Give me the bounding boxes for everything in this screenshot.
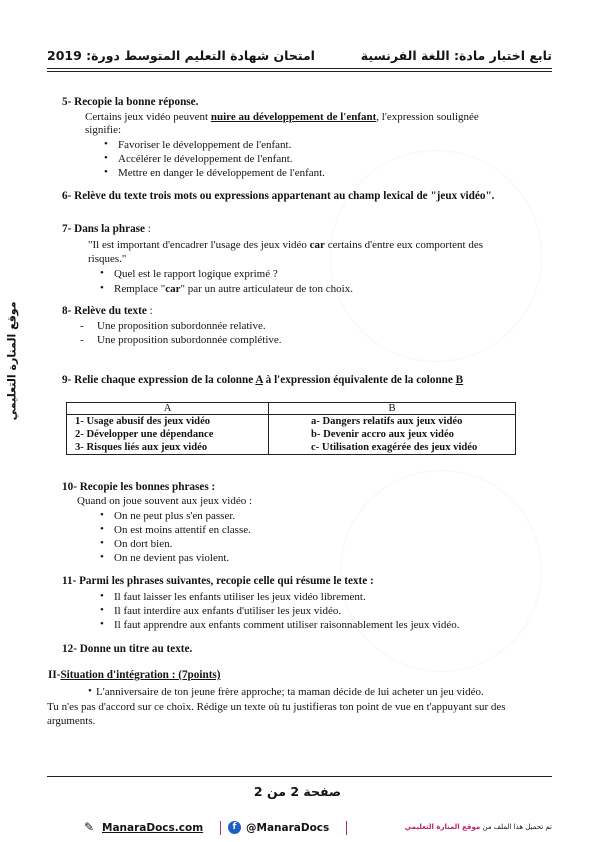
page-number: صفحة 2 من 2: [253, 784, 342, 799]
header-rule-thin: [47, 71, 552, 72]
q5-line2: signifie:: [85, 124, 122, 136]
q7-option: • Remplace "car" par un autre articulateur de ton choix.: [114, 283, 353, 295]
matching-table: [66, 402, 516, 455]
column-b-header: B: [269, 403, 516, 415]
q11-option: • Il faut laisser les enfants utiliser les jeux vidéo librement.: [114, 591, 366, 603]
footer-site: ManaraDocs.com: [102, 822, 204, 834]
q7-quote-line2: risques.": [88, 253, 127, 265]
divider: [346, 821, 347, 835]
q5-line1: Certains jeux vidéo peuvent nuire au développement de l'enfant, l'expression soulignée: [85, 111, 479, 123]
q6-title: 6- Relève du texte trois mots ou expressions appartenant au champ lexical de "jeux vidéo".: [62, 190, 495, 202]
q9-title: 9- Relie chaque expression de la colonne A à l'expression équivalente de la colonne B: [62, 374, 464, 386]
underlined-expression: nuire au développement de l'enfant: [210, 111, 377, 123]
q10-option: • On ne peut plus s'en passer.: [114, 510, 235, 522]
column-a-cell: 1- Usage abusif des jeux vidéo 2- Développer une dépendance 3- Risques liés aux jeux vidéo: [67, 415, 269, 455]
table-row: [67, 415, 516, 455]
q10-intro: Quand on joue souvent aux jeux vidéo :: [77, 495, 253, 507]
header-rule: [47, 68, 552, 69]
column-a-header: A: [67, 403, 269, 415]
q10-option: • On dort bien.: [114, 538, 172, 550]
q7-title: 7- Dans la phrase :: [62, 223, 151, 235]
q5-title: 5- Recopie la bonne réponse.: [62, 96, 199, 108]
integration-title: II-Situation d'intégration : (7points): [48, 669, 221, 681]
q11-title: 11- Parmi les phrases suivantes, recopie celle qui résume le texte :: [62, 575, 374, 587]
pen-icon: ✎: [84, 820, 95, 834]
divider: [220, 821, 221, 835]
table-header-row: [67, 403, 516, 415]
q11-option: • Il faut interdire aux enfants d'utiliser les jeux vidéo.: [114, 605, 341, 617]
q11-option: • Il faut apprendre aux enfants comment utiliser raisonnablement les jeux vidéo.: [114, 619, 459, 631]
facebook-icon: f: [228, 821, 241, 834]
q5-option: • Mettre en danger le développement de l'enfant.: [118, 167, 325, 179]
integration-line3: arguments.: [47, 715, 96, 727]
integration-line2: Tu n'es pas d'accord sur ce choix. Rédige un texte où tu justifieras ton point de vue en t'appuyant sur des: [47, 701, 506, 713]
subject-title: تابع اختبار مادة: اللغة الفرنسية: [360, 48, 552, 63]
q8-item: - Une proposition subordonnée complétive.: [97, 334, 282, 346]
footer-rule: [47, 776, 552, 777]
column-b-cell: a- Dangers relatifs aux jeux vidéo b- Devenir accro aux jeux vidéo c- Utilisation exagérée des jeux vidéo: [269, 415, 516, 455]
q7-quote-line1: "Il est important d'encadrer l'usage des jeux vidéo car certains d'entre eux comportent des: [88, 239, 483, 251]
q7-option: • Quel est le rapport logique exprimé ?: [114, 268, 278, 280]
q8-item: - Une proposition subordonnée relative.: [97, 320, 266, 332]
watermark-circle: [330, 150, 542, 362]
q12-title: 12- Donne un titre au texte.: [62, 643, 193, 655]
q5-option: • Accélérer le développement de l'enfant.: [118, 153, 293, 165]
exam-title: امتحان شهادة التعليم المتوسط دورة: 2019: [47, 48, 315, 63]
footer-download-note: تم تحميل هذا الملف من موقع المنارة التعليمي: [404, 823, 552, 831]
integration-line1: • L'anniversaire de ton jeune frère approche; ta maman décide de lui acheter un jeu vidéo.: [88, 685, 484, 698]
q10-option: • On ne devient pas violent.: [114, 552, 229, 564]
footer-handle: @ManaraDocs: [246, 822, 330, 834]
q8-title: 8- Relève du texte :: [62, 305, 153, 317]
q10-option: • On est moins attentif en classe.: [114, 524, 251, 536]
side-label: موقع المنارة التعليمي: [5, 301, 19, 421]
q10-title: 10- Recopie les bonnes phrases :: [62, 481, 216, 493]
watermark-circle: [340, 470, 542, 672]
q5-option: • Favoriser le développement de l'enfant.: [118, 139, 291, 151]
